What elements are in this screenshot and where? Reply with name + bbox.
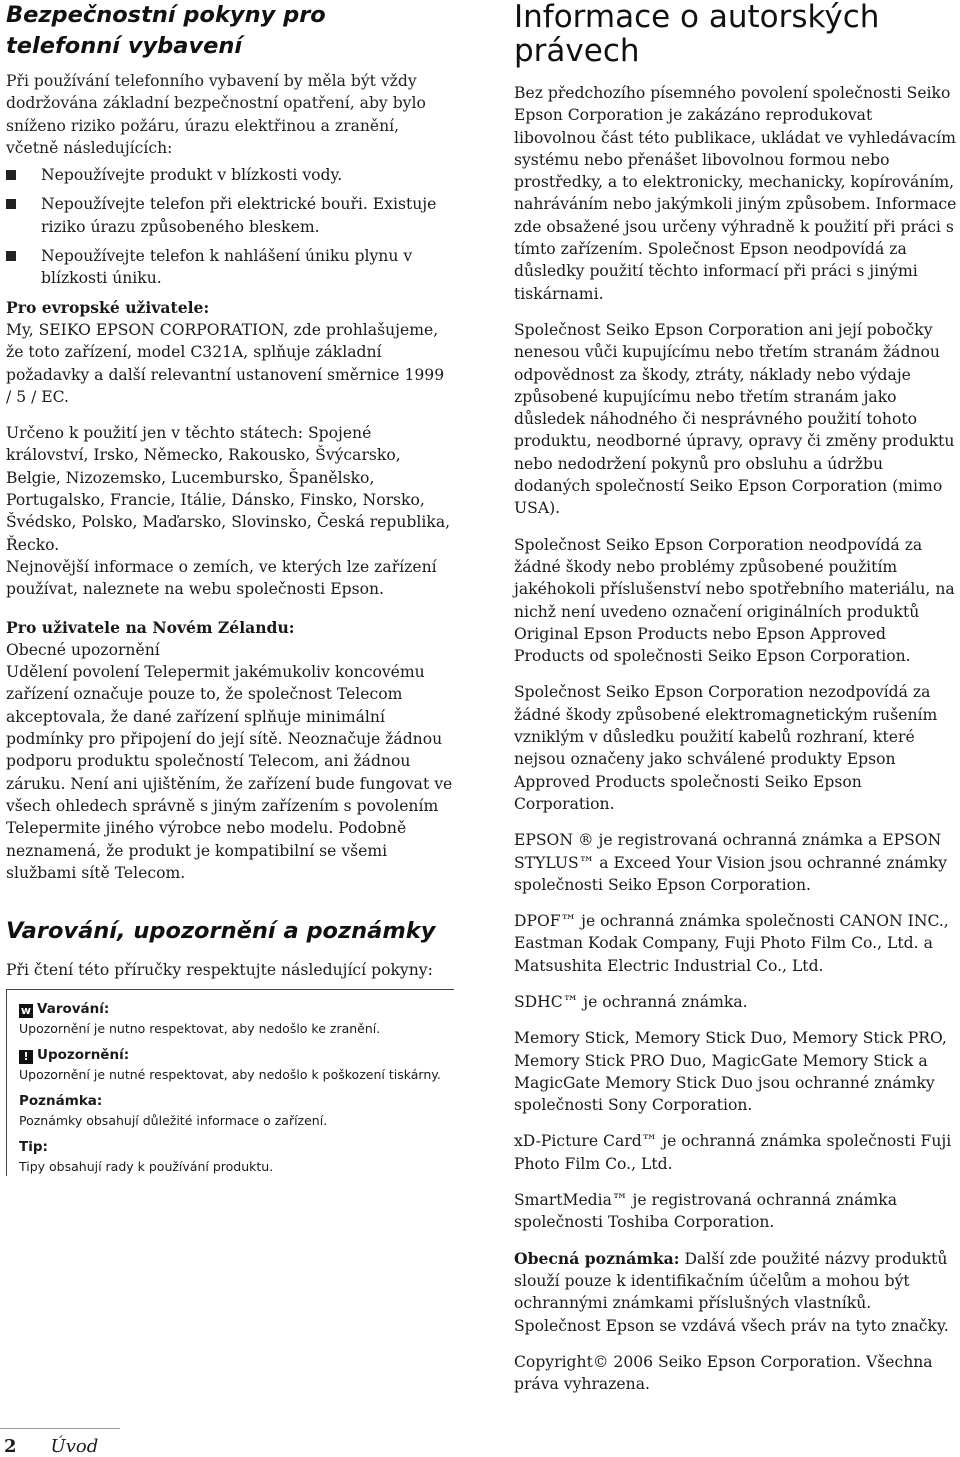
trademark-dpof: DPOF™ je ochranná známka společnosti CANON INC., Eastman Kodak Company, Fuji Photo Film Co., Ltd. a Matsushita Electric Industrial Co., Ltd. bbox=[514, 912, 949, 975]
bullet-square-icon bbox=[6, 251, 16, 261]
countries-text: Určeno k použití jen v těchto státech: Spojené království, Irsko, Německo, Rakousko, Švýcarsko, Belgie, Nizozemsko, Lucembursko, Španělsko, Portugalsko, Francie, Itálie, Dánsko, Finsko, Norsko, Švédsko, Polsko, Maďarsko, Slovinsko, Česká republika, Řecko. bbox=[6, 424, 451, 554]
bullet-square-icon bbox=[6, 199, 16, 209]
countries-more: Nejnovější informace o zemích, ve kterých lze zařízení používat, naleznete na webu společnosti Epson. bbox=[6, 557, 437, 599]
bullet-square-icon bbox=[6, 170, 16, 180]
page-footer bbox=[4, 1436, 98, 1457]
trademark-memory-stick: Memory Stick, Memory Stick Duo, Memory Stick PRO, Memory Stick PRO Duo, MagicGate Memory Stick a MagicGate Memory Stick Duo jsou ochranné známky společnosti Sony Corporation. bbox=[514, 1029, 947, 1115]
copyright-title: Informace o autorských právech bbox=[514, 0, 880, 69]
notes-box bbox=[6, 989, 454, 1176]
section-name: Úvod bbox=[50, 1436, 99, 1457]
page-number: 2 bbox=[4, 1436, 17, 1457]
list-item: Nepoužívejte telefon k nahlášení úniku plynu v blízkosti úniku. bbox=[6, 245, 454, 290]
nz-heading: Pro uživatele na Novém Zélandu: bbox=[6, 617, 295, 637]
note-block: Poznámka: Poznámky obsahují důležité informace o zařízení. bbox=[19, 1093, 328, 1129]
left-column bbox=[6, 0, 454, 1184]
eu-heading: Pro evropské uživatele: bbox=[6, 297, 210, 317]
safety-title: Bezpečnostní pokyny pro telefonní vybavení bbox=[6, 2, 326, 59]
copyright-p1: Bez předchozího písemného povolení společnosti Seiko Epson Corporation je zakázáno reprodukovat libovolnou část této publikace, ukládat ve vyhledávacím systému nebo přenášet libovolnou formou nebo prostředky, a to elektronicky, mechanicky, kopírováním, nahráváním nebo jakýmkoli jiným způsobem. Informace zde obsažené jsou určeny výhradně k použití při práci s tímto zařízením. Společnost Epson neodpovídá za důsledky použití těchto informací při práci s jinými tiskárnami. bbox=[514, 84, 957, 303]
right-column bbox=[514, 0, 958, 1395]
copyright-notice: Copyright© 2006 Seiko Epson Corporation. Všechna práva vyhrazena. bbox=[514, 1352, 933, 1394]
copyright-p2: Společnost Seiko Epson Corporation ani její pobočky nenesou vůči kupujícímu nebo třetím stranám žádnou odpovědnost za škody, ztráty, náklady nebo výdaje způsobené kupujícímu nebo třetím stranám jako důsledek náhodného či nesprávného použití tohoto produktu, neodborné úpravy, opravy či změny produktu nebo nedodržení pokynů pro obsluhu a údržbu dodaných společností Seiko Epson Corporation (mimo USA). bbox=[514, 320, 955, 518]
caution-block: ! Upozornění: Upozornění je nutné respektovat, aby nedošlo k poškození tiskárny. bbox=[19, 1047, 441, 1083]
trademark-sdhc: SDHC™ je ochranná známka. bbox=[514, 992, 748, 1011]
list-item: Nepoužívejte telefon při elektrické bouři. Existuje riziko úrazu způsobeného bleskem. bbox=[6, 193, 454, 238]
trademark-epson: EPSON ® je registrovaná ochranná známka a EPSON STYLUS™ a Exceed Your Vision jsou ochranné známky společnosti Seiko Epson Corporation. bbox=[514, 831, 947, 894]
nz-subheading: Obecné upozornění bbox=[6, 640, 160, 659]
copyright-p3: Společnost Seiko Epson Corporation neodpovídá za žádné škody nebo problémy způsobené použitím jakéhokoli příslušenství nebo spotřebního materiálu, na nichž není uvedeno označení originálních produktů Original Epson Products nebo Epson Approved Products od společnosti Seiko Epson Corporation. bbox=[514, 535, 955, 666]
trademark-xd: xD-Picture Card™ je ochranná známka společnosti Fuji Photo Film Co., Ltd. bbox=[514, 1132, 952, 1173]
warning-icon: w bbox=[20, 1004, 32, 1018]
list-item: Nepoužívejte produkt v blízkosti vody. bbox=[6, 164, 454, 186]
warnings-intro: Při čtení této příručky respektujte následující pokyny: bbox=[6, 961, 433, 980]
warning-block: w Varování: Upozornění je nutno respektovat, aby nedošlo ke zranění. bbox=[19, 1001, 381, 1037]
exclamation-icon: ! bbox=[19, 1050, 33, 1064]
footer-divider bbox=[0, 1428, 120, 1429]
safety-intro: Při používání telefonního vybavení by měla být vždy dodržována základní bezpečnostní opatření, aby bylo sníženo riziko požáru, úrazu elektřinou a zranění, včetně následujících: bbox=[6, 72, 426, 157]
tip-block: Tip: Tipy obsahují rady k používání produktu. bbox=[19, 1139, 274, 1175]
copyright-p4: Společnost Seiko Epson Corporation nezodpovídá za žádné škody způsobené elektromagnetickým rušením vzniklým v důsledku použití kabelů rozhraní, které nejsou označeny jako schválené produkty Epson Approved Products společnosti Seiko Epson Corporation. bbox=[514, 683, 938, 813]
trademark-smartmedia: SmartMedia™ je registrovaná ochranná známka společnosti Toshiba Corporation. bbox=[514, 1191, 898, 1232]
safety-bullets bbox=[6, 164, 454, 289]
nz-text: Udělení povolení Telepermit jakémukoliv koncovému zařízení označuje pouze to, že společnost Telecom akceptovala, že dané zařízení splňuje minimální podmínky pro připojení do její sítě. Neoznačuje žádnou podporu produktu společností Telecom, ani žádnou záruku. Není ani ujištěním, že zařízení bude fungovat ve všech ohledech správně s jiným zařízením s povolením Telepermite jiného výrobce nebo modelu. Podobně neznamená, že produkt je kompatibilní se všemi službami sítě Telecom. bbox=[6, 663, 453, 882]
eu-text: My, SEIKO EPSON CORPORATION, zde prohlašujeme, že toto zařízení, model C321A, splňuje základní požadavky a další relevantní ustanovení směrnice 1999 / 5 / EC. bbox=[6, 320, 445, 406]
warnings-title: Varování, upozornění a poznámky bbox=[6, 918, 436, 945]
general-note: Obecná poznámka: Další zde použité názvy produktů slouží pouze k identifikačním účelům a mohou být ochrannými známkami příslušných vlastníků. Společnost Epson se vzdává všech práv na tyto značky. bbox=[514, 1248, 949, 1335]
